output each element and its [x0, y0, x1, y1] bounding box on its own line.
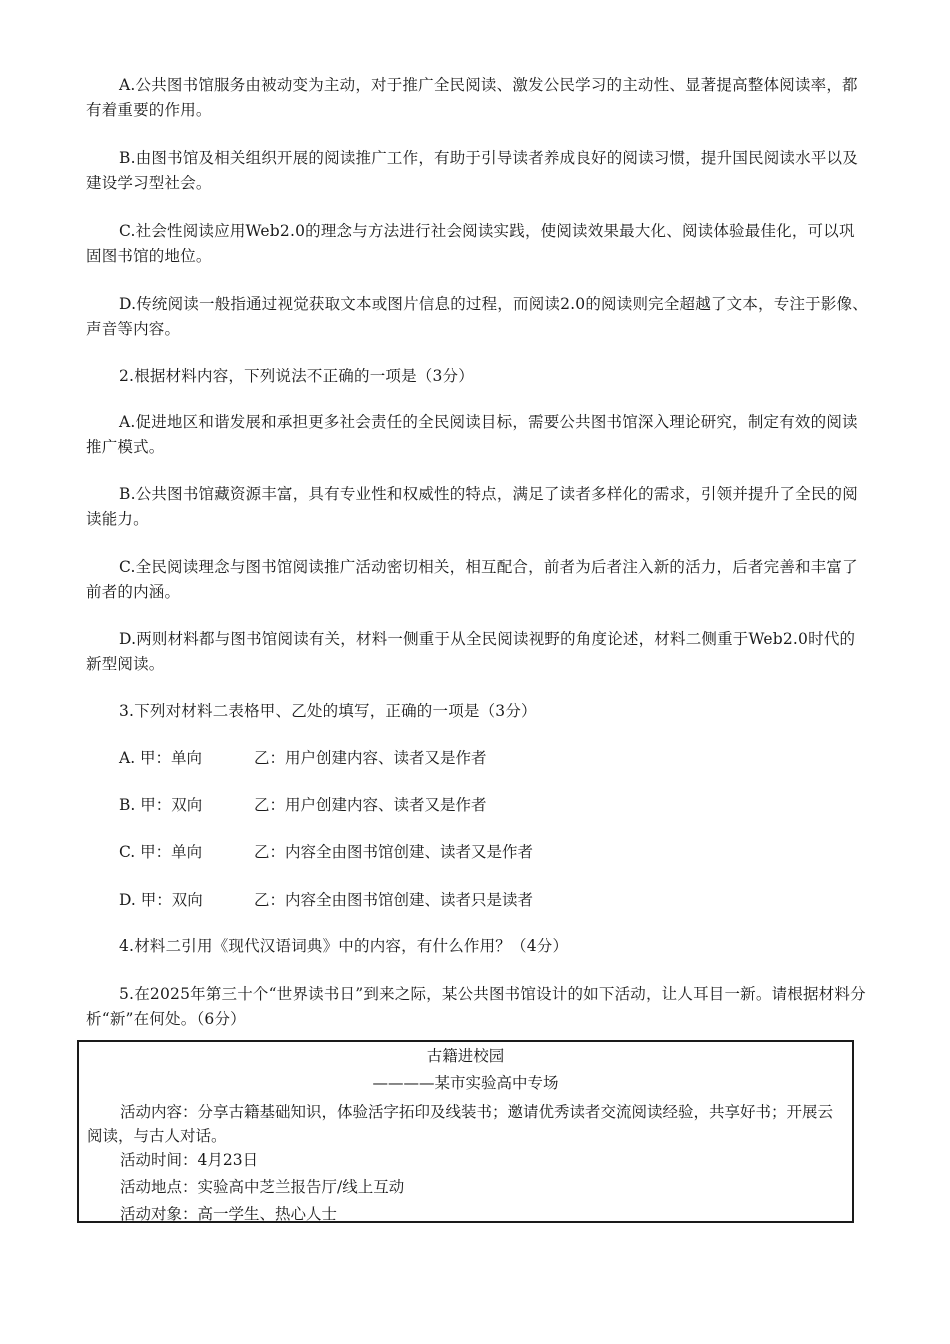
q1-option-c: C.社会性阅读应用Web2.0的理念与方法进行社会阅读实践，使阅读效果最大化、阅读体验最佳化，可以巩固图书馆的地位。 — [86, 222, 855, 265]
q3-option-b — [119, 793, 487, 818]
q2-stem: 2.根据材料内容，下列说法不正确的一项是（3分） — [119, 367, 474, 385]
q2-option-c: C.全民阅读理念与图书馆阅读推广活动密切相关，相互配合，前者为后者注入新的活力，后者完善和丰富了前者的内涵。 — [86, 558, 858, 601]
q2-option-b: B.公共图书馆藏资源丰富，具有专业性和权威性的特点，满足了读者多样化的需求，引领并提升了全民的阅读能力。 — [86, 485, 858, 528]
q3-option-a-yi: 乙：用户创建内容、读者又是作者 — [254, 749, 487, 767]
q3-option-c-yi: 乙：内容全由图书馆创建、读者又是作者 — [254, 843, 534, 861]
q1-option-b: B.由图书馆及相关组织开展的阅读推广工作，有助于引导读者养成良好的阅读习惯，提升国民阅读水平以及建设学习型社会。 — [86, 149, 858, 192]
activity-time: 活动时间：4月23日 — [120, 1151, 259, 1169]
q3-option-b-jia: B. 甲：双向 — [119, 796, 203, 814]
q2-option-a: A.促进地区和谐发展和承担更多社会责任的全民阅读目标，需要公共图书馆深入理论研究，制定有效的阅读推广模式。 — [86, 413, 858, 456]
activity-content: 活动内容：分享古籍基础知识，体验活字拓印及线装书；邀请优秀读者交流阅读经验，共享好书；开展云阅读，与古人对话。 — [87, 1103, 834, 1145]
q1-option-a: A.公共图书馆服务由被动变为主动，对于推广全民阅读、激发公民学习的主动性、显著提高整体阅读率，都有着重要的作用。 — [86, 76, 858, 119]
q3-option-d-yi: 乙：内容全由图书馆创建、读者只是读者 — [254, 891, 534, 909]
activity-audience: 活动对象：高一学生、热心人士 — [120, 1205, 338, 1223]
q3-option-d — [119, 888, 533, 913]
q3-option-a-jia: A. 甲：单向 — [119, 749, 203, 767]
q3-option-c — [119, 840, 533, 865]
activity-box — [77, 1040, 854, 1223]
q4-stem: 4.材料二引用《现代汉语词典》中的内容，有什么作用？（4分） — [119, 937, 569, 955]
q3-option-b-yi: 乙：用户创建内容、读者又是作者 — [254, 796, 487, 814]
q1-option-d: D.传统阅读一般指通过视觉获取文本或图片信息的过程，而阅读2.0的阅读则完全超越了文本，专注于影像、声音等内容。 — [86, 295, 868, 338]
q3-option-d-jia: D. 甲：双向 — [119, 891, 203, 909]
q3-option-a — [119, 746, 487, 771]
q3-option-c-jia: C. 甲：单向 — [119, 843, 203, 861]
q5-stem: 5.在2025年第三十个“世界读书日”到来之际，某公共图书馆设计的如下活动，让人耳目一新。请根据材料分析“新”在何处。（6分） — [86, 985, 866, 1028]
q3-stem: 3.下列对材料二表格甲、乙处的填写，正确的一项是（3分） — [119, 702, 537, 720]
activity-place: 活动地点：实验高中芝兰报告厅/线上互动 — [120, 1178, 405, 1196]
q2-option-d: D.两则材料都与图书馆阅读有关，材料一侧重于从全民阅读视野的角度论述，材料二侧重于Web2.0时代的新型阅读。 — [86, 630, 856, 673]
activity-subtitle: ————某市实验高中专场 — [372, 1074, 559, 1092]
activity-title: 古籍进校园 — [426, 1047, 505, 1065]
